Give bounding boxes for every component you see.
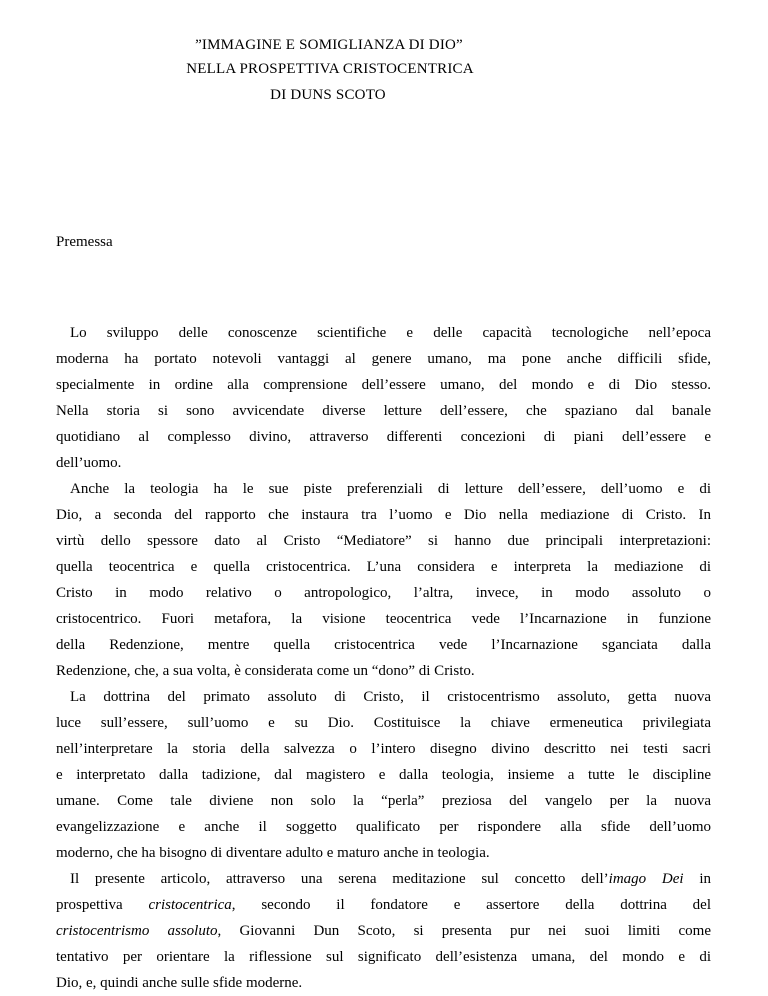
italic-run: cristocentrica: [148, 897, 232, 913]
text-line: umane. Come tale diviene non solo la “perla” preziosa del vangelo per la nuova: [56, 793, 711, 809]
text-run: , secondo il fondatore e assertore della dottrina del: [231, 897, 711, 913]
text-line: moderna ha portato notevoli vantaggi al genere umano, ma pone anche difficili sfide,: [56, 351, 711, 367]
text-line: Dio, e, quindi anche sulle sfide moderne.: [56, 975, 303, 991]
text-line: specialmente in ordine alla comprensione dell’essere umano, del mondo e di Dio stesso.: [56, 377, 711, 393]
text-line: nell’interpretare la storia della salvezza o l’intero disegno divino descritto nei testi sacri: [56, 741, 711, 757]
text-line: moderno, che ha bisogno di diventare adulto e maturo anche in teologia.: [56, 845, 490, 861]
text-line: Anche la teologia ha le sue piste preferenziali di letture dell’essere, dell’uomo e di: [70, 481, 711, 497]
text-line: cristocentrico. Fuori metafora, la visione teocentrica vede l’Incarnazione in funzione: [56, 611, 711, 627]
text-run: prospettiva: [56, 897, 149, 913]
text-run: in: [683, 871, 711, 887]
text-line: Redenzione, che, a sua volta, è considerata come un “dono” di Cristo.: [56, 663, 475, 679]
section-heading: Premessa: [56, 234, 113, 250]
title-line-2: NELLA PROSPETTIVA CRISTOCENTRICA: [186, 61, 474, 77]
text-line: Cristo in modo relativo o antropologico, l’altra, invece, in modo assoluto o: [56, 585, 711, 601]
title-line-1: ”IMMAGINE E SOMIGLIANZA DI DIO”: [195, 37, 463, 53]
text-line: tentativo per orientare la riflessione sul significato dell’esistenza umana, del mondo e di: [56, 949, 711, 965]
text-run: , Giovanni Dun Scoto, si presenta pur nei suoi limiti come: [217, 923, 711, 939]
title-line-3: DI DUNS SCOTO: [270, 87, 386, 103]
italic-run: imago Dei: [608, 871, 684, 887]
text-line: della Redenzione, mentre quella cristocentrica vede l’Incarnazione sganciata dalla: [56, 637, 711, 653]
text-line: La dottrina del primato assoluto di Cristo, il cristocentrismo assoluto, getta nuova: [70, 689, 711, 705]
paragraph-1: [56, 320, 711, 476]
paragraph-3: [56, 684, 711, 866]
text-line: [56, 866, 711, 892]
text-line: Dio, a seconda del rapporto che instaura tra l’uomo e Dio nella mediazione di Cristo. In: [56, 507, 711, 523]
body-text: [56, 320, 711, 996]
text-line: dell’uomo.: [56, 455, 122, 471]
text-line: virtù dello spessore dato al Cristo “Mediatore” si hanno due principali interpretazioni:: [56, 533, 711, 549]
italic-run: cristocentrismo assoluto: [56, 923, 218, 939]
paragraph-2: [56, 476, 711, 684]
paragraph-4: [56, 866, 711, 996]
text-line: Lo sviluppo delle conoscenze scientifiche e delle capacità tecnologiche nell’epoca: [70, 325, 711, 341]
text-line: quella teocentrica e quella cristocentrica. L’una considera e interpreta la mediazione di: [56, 559, 711, 575]
text-line: e interpretato dalla tadizione, dal magistero e dalla teologia, insieme a tutte le discipline: [56, 767, 711, 783]
text-line: quotidiano al complesso divino, attraverso differenti concezioni di piani dell’essere e: [56, 429, 711, 445]
text-line: [56, 918, 711, 944]
text-line: luce sull’essere, sull’uomo e su Dio. Costituisce la chiave ermeneutica privilegiata: [56, 715, 711, 731]
text-line: Nella storia si sono avvicendate diverse letture dell’essere, che spaziano dal banale: [56, 403, 711, 419]
text-line: [56, 892, 711, 918]
text-run: Il presente articolo, attraverso una serena meditazione sul concetto dell’: [70, 871, 609, 887]
text-line: evangelizzazione e anche il soggetto qualificato per rispondere alla sfide dell’uomo: [56, 819, 711, 835]
